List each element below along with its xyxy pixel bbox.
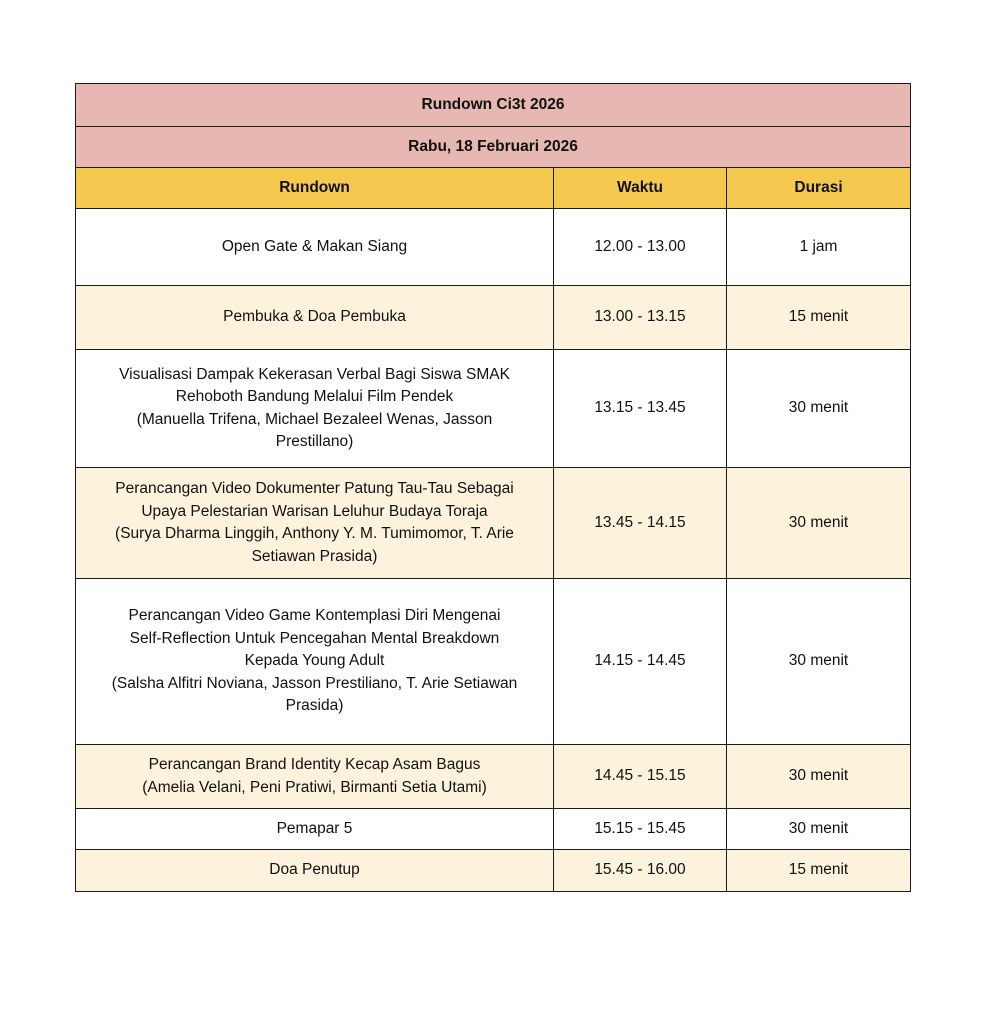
column-header-durasi: Durasi <box>727 168 911 209</box>
rundown-line: Prestillano) <box>275 433 354 450</box>
rundown-line: Self-Reflection Untuk Pencegahan Mental Breakdown <box>129 629 500 647</box>
rundown-line: Upaya Pelestarian Warisan Leluhur Budaya Toraja <box>141 502 488 520</box>
cell-waktu: 15.15 - 15.45 <box>554 809 727 850</box>
cell-rundown <box>76 468 554 579</box>
rundown-line: Doa Penutup <box>269 861 360 879</box>
cell-durasi: 30 menit <box>727 745 911 809</box>
cell-durasi: 15 menit <box>727 850 911 892</box>
rundown-line: (Manuella Trifena, Michael Bezaleel Wenas, Jasson <box>136 410 493 428</box>
table-row <box>76 286 911 350</box>
table-date: Rabu, 18 Februari 2026 <box>76 127 911 168</box>
rundown-line: Visualisasi Dampak Kekerasan Verbal Bagi Siswa SMAK <box>119 365 510 383</box>
table-row <box>76 350 911 468</box>
rundown-sheet <box>75 83 910 892</box>
cell-waktu: 13.15 - 13.45 <box>554 350 727 468</box>
rundown-line: Perancangan Video Dokumenter Patung Tau-Tau Sebagai <box>115 480 514 497</box>
header-row <box>76 168 911 209</box>
cell-waktu: 15.45 - 16.00 <box>554 850 727 892</box>
cell-rundown <box>76 579 554 745</box>
cell-rundown <box>76 809 554 850</box>
rundown-line: Perancangan Video Game Kontemplasi Diri Mengenai <box>128 607 501 625</box>
column-header-waktu: Waktu <box>554 168 727 209</box>
cell-waktu: 13.45 - 14.15 <box>554 468 727 579</box>
cell-waktu: 12.00 - 13.00 <box>554 209 727 286</box>
title-row <box>76 84 911 127</box>
rundown-line: Open Gate & Makan Siang <box>221 237 408 255</box>
table-row <box>76 850 911 892</box>
rundown-line: Pembuka & Doa Pembuka <box>223 308 406 326</box>
rundown-table <box>75 83 911 892</box>
cell-rundown <box>76 209 554 286</box>
rundown-line: Prasida) <box>285 697 344 715</box>
cell-durasi: 30 menit <box>727 468 911 579</box>
cell-durasi: 30 menit <box>727 350 911 468</box>
cell-rundown <box>76 350 554 468</box>
table-title: Rundown Ci3t 2026 <box>76 84 911 127</box>
table-row <box>76 809 911 850</box>
rundown-line: Kepada Young Adult <box>244 652 385 670</box>
table-row <box>76 579 911 745</box>
cell-waktu: 14.45 - 15.15 <box>554 745 727 809</box>
rundown-line: (Surya Dharma Linggih, Anthony Y. M. Tumimomor, T. Arie <box>115 525 514 542</box>
cell-waktu: 14.15 - 14.45 <box>554 579 727 745</box>
rundown-line: (Amelia Velani, Peni Pratiwi, Birmanti Setia Utami) <box>142 778 487 796</box>
cell-rundown <box>76 850 554 892</box>
cell-rundown <box>76 286 554 350</box>
date-row <box>76 127 911 168</box>
cell-durasi: 1 jam <box>727 209 911 286</box>
cell-durasi: 30 menit <box>727 579 911 745</box>
cell-durasi: 15 menit <box>727 286 911 350</box>
column-header-rundown: Rundown <box>76 168 554 209</box>
table-row <box>76 468 911 579</box>
table-row <box>76 745 911 809</box>
cell-durasi: 30 menit <box>727 809 911 850</box>
rundown-line: Setiawan Prasida) <box>251 547 378 565</box>
cell-waktu: 13.00 - 13.15 <box>554 286 727 350</box>
rundown-line: (Salsha Alfitri Noviana, Jasson Prestiliano, T. Arie Setiawan <box>111 674 518 692</box>
table-row <box>76 209 911 286</box>
cell-rundown <box>76 745 554 809</box>
rundown-line: Rehoboth Bandung Melalui Film Pendek <box>175 388 454 405</box>
rundown-line: Perancangan Brand Identity Kecap Asam Bagus <box>148 756 481 773</box>
rundown-line: Pemapar 5 <box>276 819 353 837</box>
